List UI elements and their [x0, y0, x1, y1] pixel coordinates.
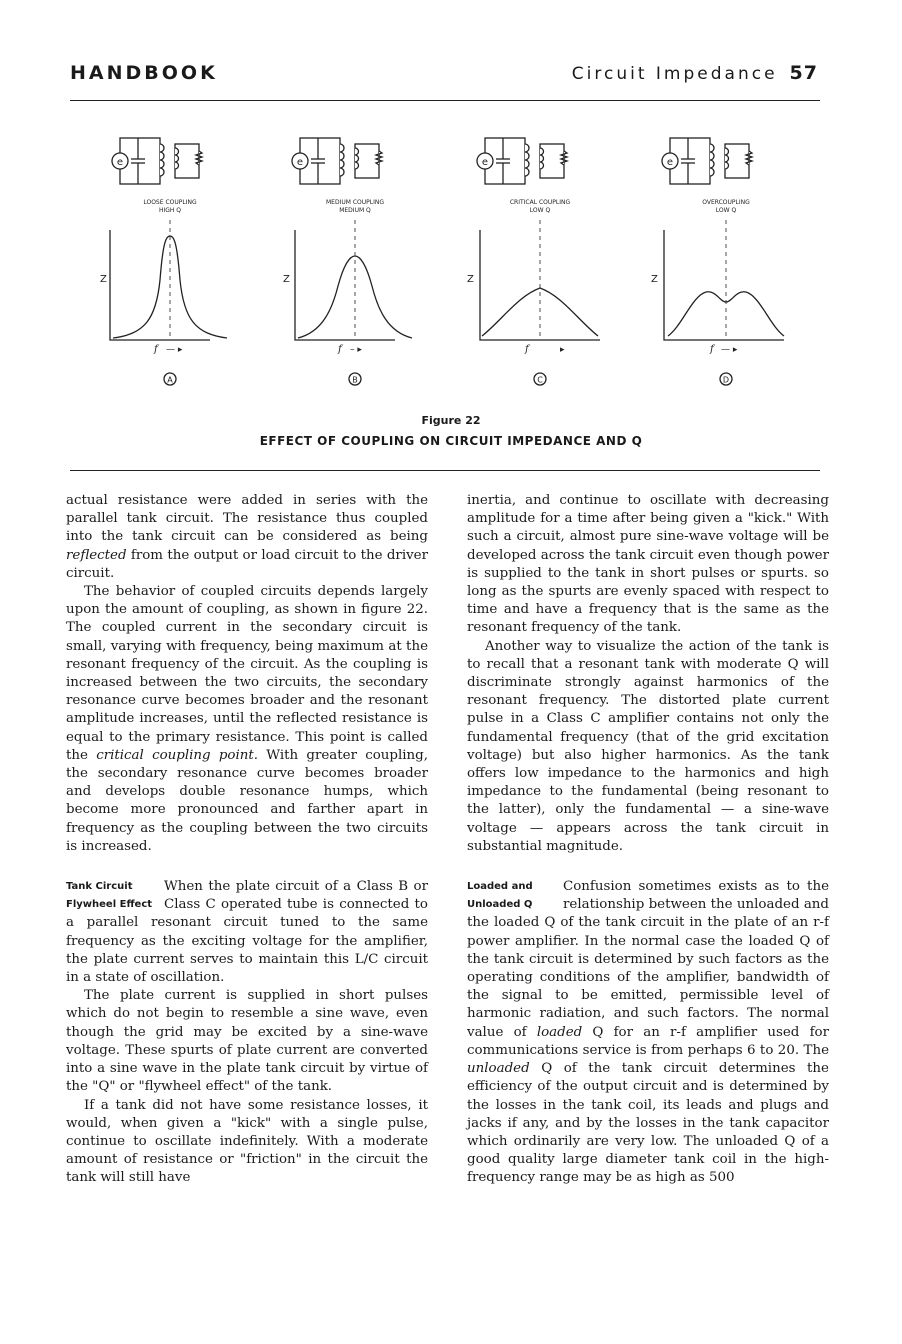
figure-22: e LOOSE COUPLING HIGH Q Z f — ▸ A MEDIUM COUPLING MEDIUM Q Z f – ▸ B CRITICAL COUPLING LOW Q Z f ▸ C OVERCOUPLING LOW Q Z f — ▸ D	[70, 120, 830, 405]
page-header-right	[572, 62, 818, 84]
section-title: Circuit Impedance	[571, 64, 778, 84]
figure-rule	[70, 470, 820, 471]
left-paragraph-4: The plate current is supplied in short pulses which do not begin to resemble a sine wave, even though the grid may be excited by a sine-wave voltage. These spurts of plate current are converted into a sine wave in the plate tank circuit by virtue of the "Q" or "flywheel effect" of the tank.	[66, 988, 428, 1095]
panel-a-q: HIGH Q	[158, 207, 182, 214]
sidehead-loaded-q: Loaded and Unloaded Q	[467, 881, 533, 911]
left-paragraph-1: actual resistance were added in series with the parallel tank circuit. The resistance thus coupled into the tank circuit can be considered as being reflected from the output or load circuit to the driver circuit.	[66, 493, 428, 581]
panel-c-f-label: f	[525, 344, 529, 355]
running-head: HANDBOOK	[70, 62, 218, 84]
panel-c-q: LOW Q	[529, 207, 551, 214]
svg-text:— ▸: — ▸	[166, 345, 183, 355]
left-column	[66, 492, 428, 1188]
panel-c	[467, 138, 600, 385]
panel-c-letter: C	[537, 375, 543, 385]
left-paragraph-3: Tank Circuit Flywheel Effect When the plate circuit of a Class B or Class C operated tube is connected to a parallel resonant circuit tuned to the same frequency as the exciting voltage for the amplifier, the plate current serves to maintain this L/C circuit in a state of oscillation.	[66, 879, 428, 986]
svg-text:▸: ▸	[560, 345, 565, 355]
figure-title: EFFECT OF COUPLING ON CIRCUIT IMPEDANCE AND Q	[259, 434, 643, 448]
figure-label: Figure 22	[421, 414, 481, 427]
panel-b	[283, 138, 412, 385]
panel-d	[651, 138, 784, 385]
panel-a-coupling: LOOSE COUPLING	[143, 199, 197, 206]
svg-text:— ▸: — ▸	[721, 345, 738, 355]
page-number: 57	[789, 62, 818, 84]
panel-d-q: LOW Q	[715, 207, 737, 214]
right-paragraph-2: Another way to visualize the action of the tank is to recall that a resonant tank with moderate Q will discriminate strongly against harmonics of the resonant frequency. The distorted plate current pulse in a Class C amplifier contains not only the fundamental frequency (that of the grid excitation voltage) but also higher harmonics. As the tank offers low impedance to the harmonics and high impedance to the fundamental (being resonant to the latter), only the fundamental — a sine-wave voltage — appears across the tank circuit in substantial magnitude.	[467, 638, 829, 854]
panel-d-axes	[664, 230, 784, 340]
panel-c-coupling: CRITICAL COUPLING	[509, 199, 571, 206]
panel-d-letter: D	[722, 375, 730, 385]
panel-b-f-label: f	[338, 344, 342, 355]
panel-a-f-label: f	[154, 344, 158, 355]
panel-b-z-label: Z	[283, 274, 290, 285]
panel-a-z-label: Z	[100, 274, 107, 285]
panel-d-coupling: OVERCOUPLING	[702, 199, 750, 206]
panel-b-q: MEDIUM Q	[339, 207, 371, 214]
panel-d-f-label: f	[710, 344, 714, 355]
panel-a	[100, 138, 227, 385]
right-paragraph-3: Loaded and Unloaded Q Confusion sometimes exists as to the relationship between the unloaded and the loaded Q of the tank circuit in the plate of an r-f power amplifier. In the normal case the loaded Q of the tank circuit is determined by such factors as the operating conditions of the amplifier, bandwidth of the signal to be emitted, permissible level of harmonic radiation, and such factors. The normal value of loaded Q for an r-f amplifier used for communications service is from perhaps 6 to 20. The unloaded Q of the tank circuit determines the efficiency of the output circuit and is determined by the losses in the tank coil, its leads and plugs and jacks if any, and by the losses in the tank capacitor which ordinarily are very low. The unloaded Q of a good quality large diameter tank coil in the high-frequency range may be as high as 500	[467, 879, 829, 1186]
panel-d-curve	[668, 292, 784, 336]
panel-b-axes	[295, 230, 395, 340]
panel-c-z-label: Z	[467, 274, 474, 285]
right-column	[467, 492, 829, 1188]
panel-b-letter: B	[352, 375, 358, 385]
svg-text:– ▸: – ▸	[350, 345, 362, 355]
header-rule	[70, 100, 820, 101]
left-paragraph-2: The behavior of coupled circuits depends largely upon the amount of coupling, as shown in figure 22. The coupled current in the secondary circuit is small, varying with frequency, being maximum at the resonant frequency of the circuit. As the coupling is increased between the two circuits, the secondary resonance curve becomes broader and the resonant amplitude increases, until the reflected resistance is equal to the primary resistance. This point is called the critical coupling point. With greater coupling, the secondary resonance curve becomes broader and develops double resonance humps, which become more pronounced and farther apart in frequency as the coupling between the two circuits is increased.	[66, 584, 429, 854]
right-paragraph-1: inertia, and continue to oscillate with decreasing amplitude for a time after being given a "kick." With such a circuit, almost pure sine-wave voltage will be developed across the tank circuit even though power is supplied to the tank in short pulses or spurts. so long as the spurts are evenly spaced with respect to time and have a frequency that is the same as the resonant frequency of the tank.	[467, 493, 829, 636]
sidehead-tank-circuit: Tank Circuit Flywheel Effect	[66, 881, 153, 911]
panel-d-z-label: Z	[651, 274, 658, 285]
left-paragraph-5: If a tank did not have some resistance losses, it would, when given a "kick" with a single pulse, continue to oscillate indefinitely. With a moderate amount of resistance or "friction" in the circuit the tank will still have	[66, 1097, 428, 1186]
panel-a-letter: A	[167, 375, 173, 385]
panel-b-coupling: MEDIUM COUPLING	[325, 199, 385, 206]
